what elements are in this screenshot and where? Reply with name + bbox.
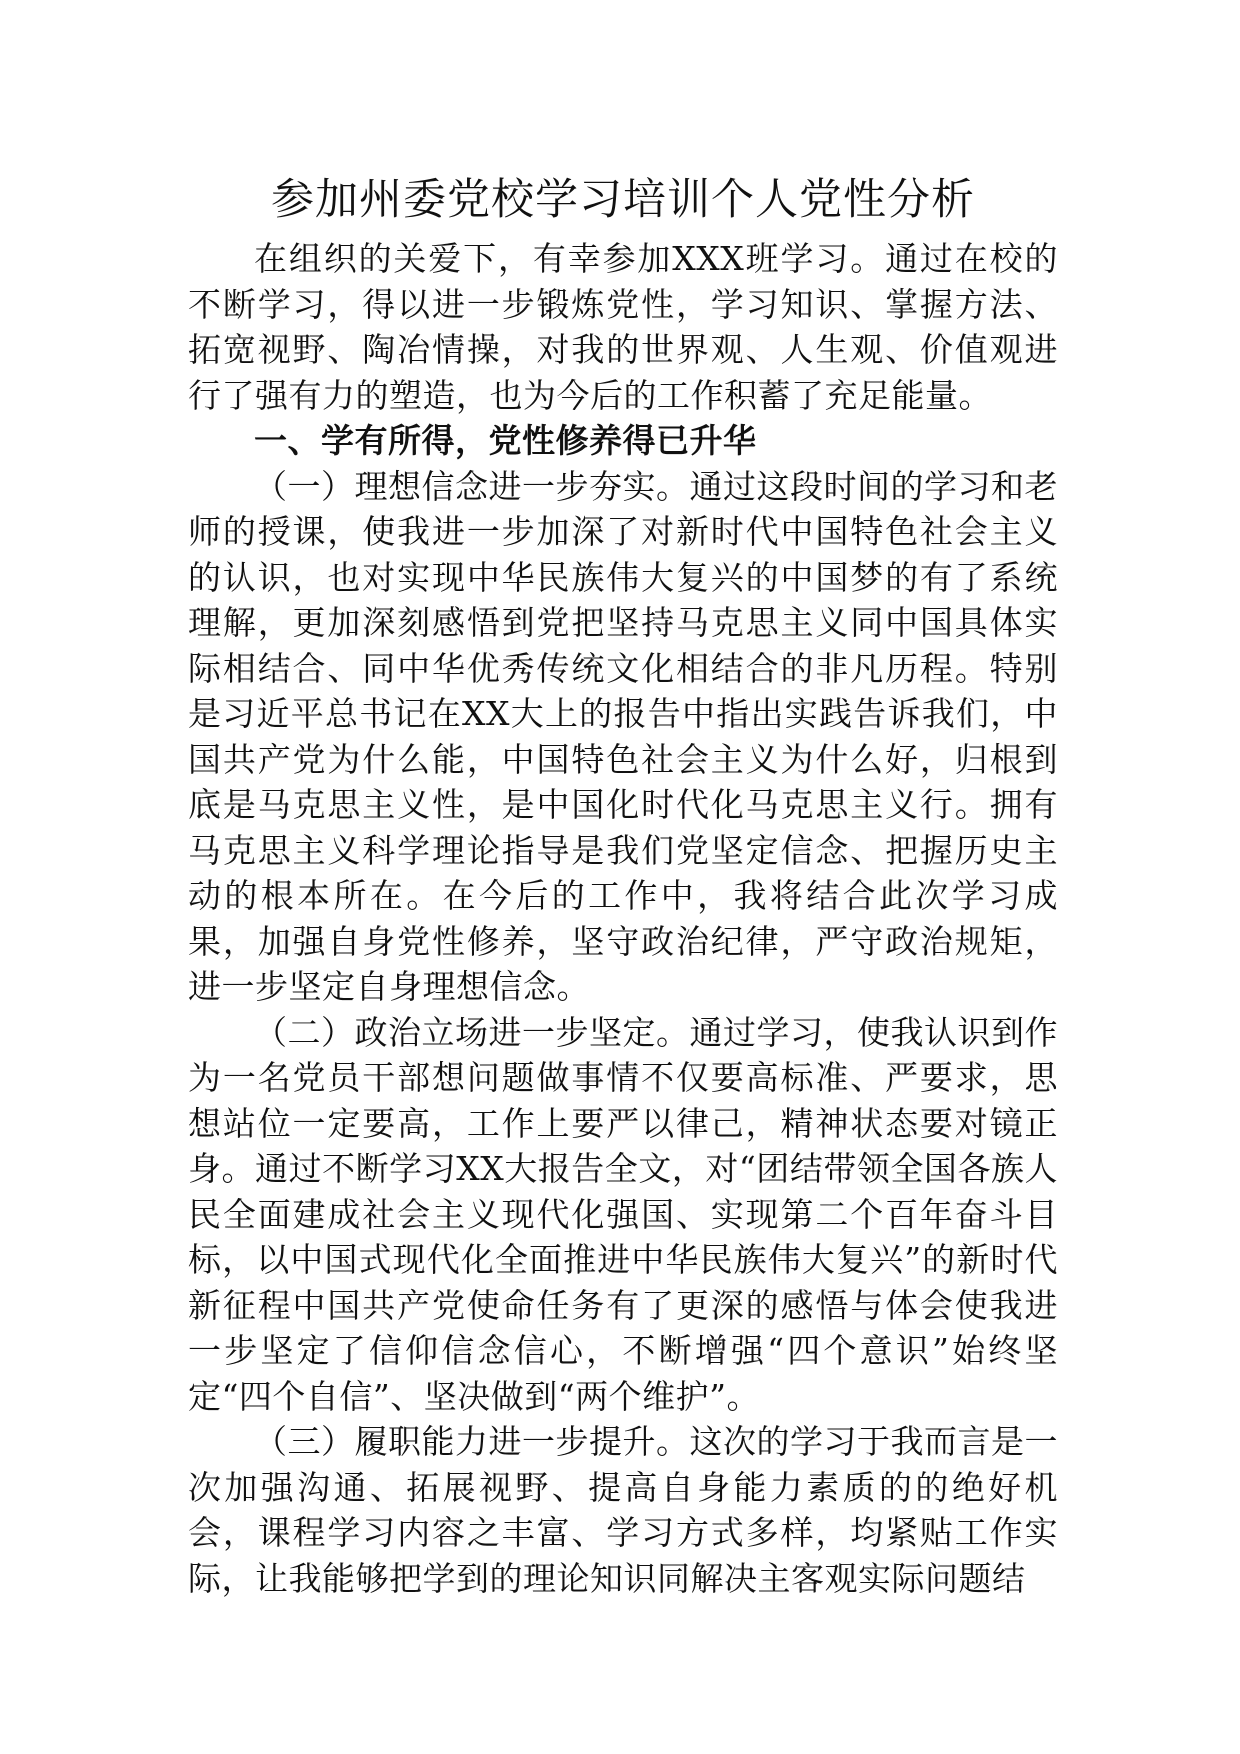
intro-paragraph: 在组织的关爱下，有幸参加XXX班学习。通过在校的不断学习，得以进一步锻炼党性，学习知识、掌握方法、拓宽视野、陶冶情操，对我的世界观、人生观、价值观进行了强有力的塑造，也为今后的工作积蓄了充足能量。 xyxy=(188,239,1058,415)
paragraph-ideals: （一）理想信念进一步夯实。通过这段时间的学习和老师的授课，使我进一步加深了对新时代中国特色社会主义的认识，也对实现中华民族伟大复兴的中国梦的有了系统理解，更加深刻感悟到党把坚持马克思主义同中国具体实际相结合、同中华优秀传统文化相结合的非凡历程。特别是习近平总书记在XX大上的报告中指出实践告诉我们，中国共产党为什么能，中国特色社会主义为什么好，归根到底是马克思主义性，是中国化时代化马克思主义行。拥有马克思主义科学理论指导是我们党坚定信念、把握历史主动的根本所在。在今后的工作中，我将结合此次学习成果，加强自身党性修养，坚守政治纪律，严守政治规矩，进一步坚定自身理想信念。 xyxy=(188,466,1058,1006)
document-page xyxy=(188,170,1058,1601)
section-heading-1: 一、学有所得，党性修养得已升华 xyxy=(254,421,757,460)
paragraph-performance: （三）履职能力进一步提升。这次的学习于我而言是一次加强沟通、拓展视野、提高自身能力素质的的绝好机会，课程学习内容之丰富、学习方式多样，均紧贴工作实际，让我能够把学到的理论知识同解决主客观实际问题结 xyxy=(188,1422,1058,1598)
paragraph-political-stance: （二）政治立场进一步坚定。通过学习，使我认识到作为一名党员干部想问题做事情不仅要高标准、严要求，思想站位一定要高，工作上要严以律己，精神状态要对镜正身。通过不断学习XX大报告全文，对“团结带领全国各族人民全面建成社会主义现代化强国、实现第二个百年奋斗目标，以中国式现代化全面推进中华民族伟大复兴”的新时代新征程中国共产党使命任务有了更深的感悟与体会使我进一步坚定了信仰信念信心，不断增强“四个意识”始终坚定“四个自信”、坚决做到“两个维护”。 xyxy=(188,1012,1058,1416)
document-title: 参加州委党校学习培训个人党性分析 xyxy=(271,175,975,225)
